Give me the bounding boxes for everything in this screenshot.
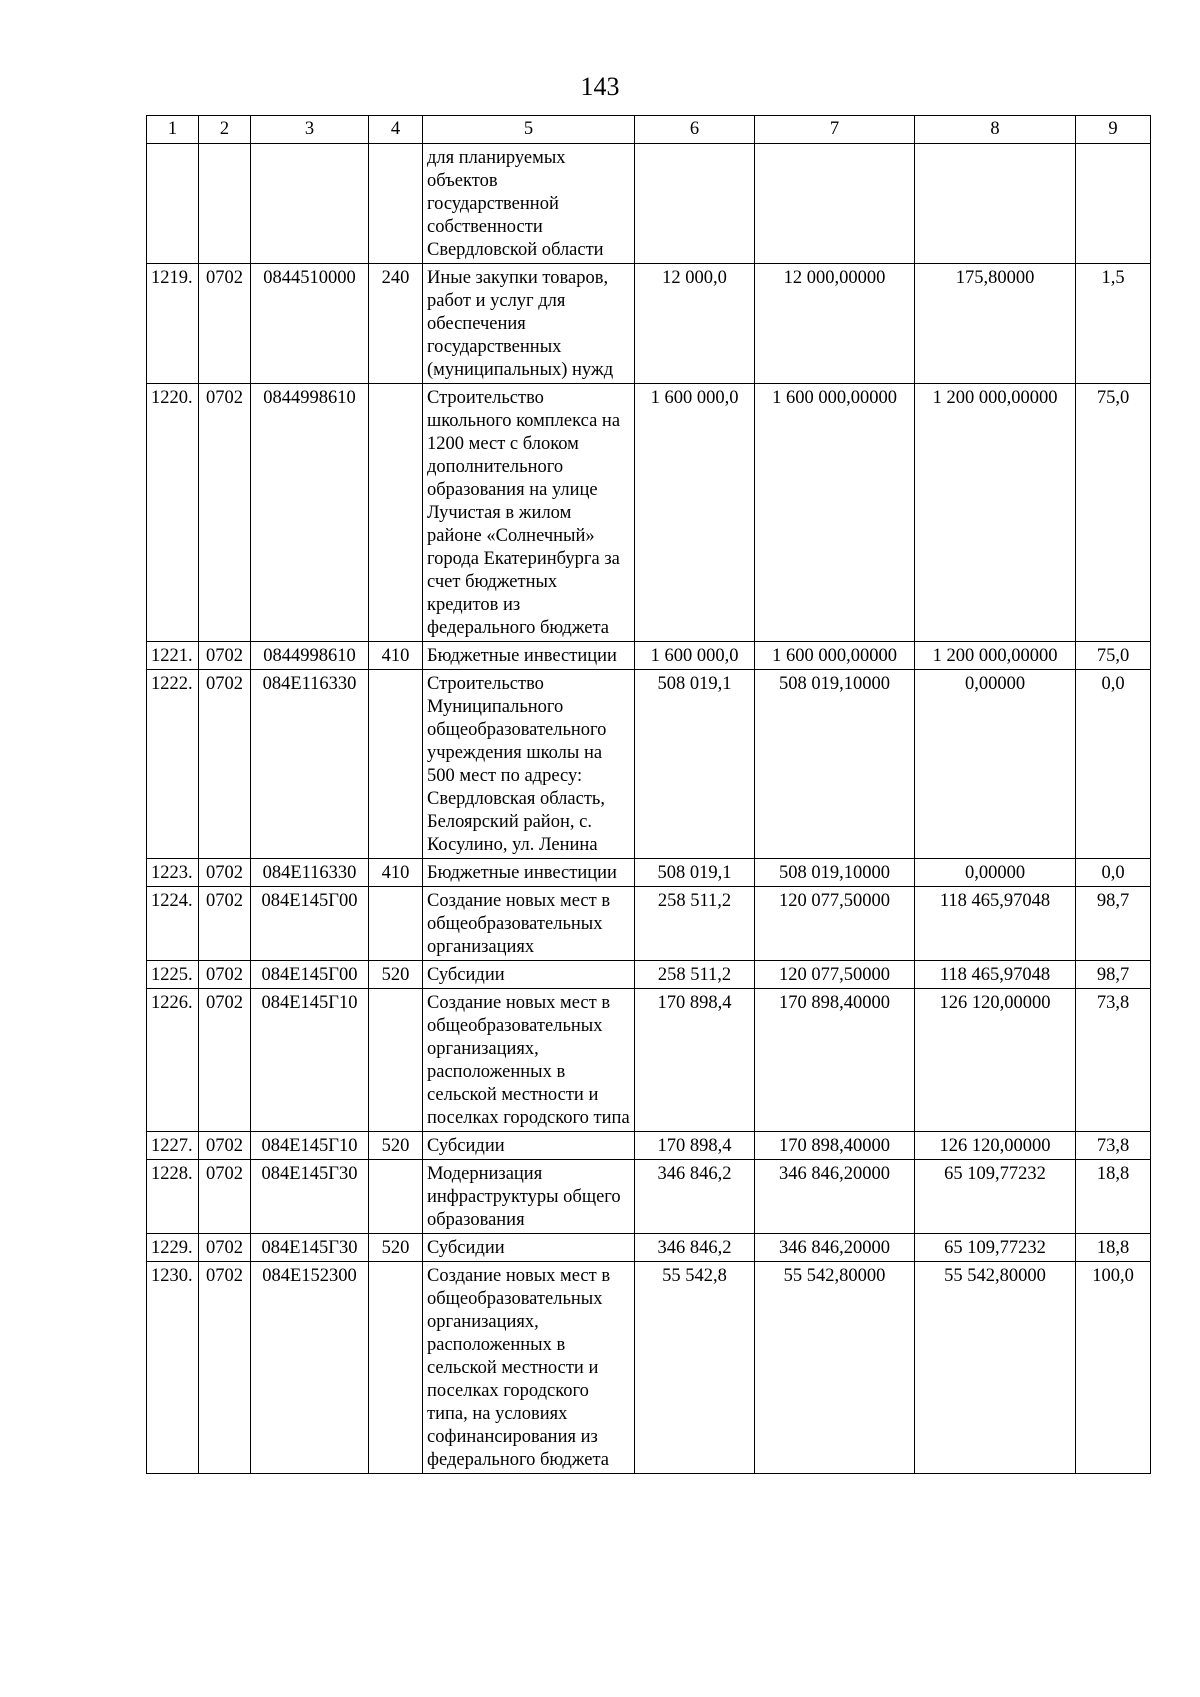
expense-type-code-cell: 520 (369, 1132, 423, 1160)
section-code-cell: 0702 (199, 859, 251, 887)
column-9-value-cell: 73,8 (1076, 1132, 1151, 1160)
column-7-value-cell: 170 898,40000 (755, 1132, 915, 1160)
section-code-cell: 0702 (199, 989, 251, 1132)
column-8-value-cell: 0,00000 (915, 859, 1076, 887)
column-6-value-cell: 258 511,2 (635, 961, 755, 989)
budget-table (146, 115, 1151, 1474)
item-name-cell: Субсидии (423, 1234, 635, 1262)
section-code-cell: 0702 (199, 961, 251, 989)
header-cell-6: 6 (635, 116, 755, 144)
header-cell-4: 4 (369, 116, 423, 144)
section-code-cell: 0702 (199, 1234, 251, 1262)
header-cell-7: 7 (755, 116, 915, 144)
table-row (147, 670, 1151, 859)
expense-type-code-cell: 240 (369, 264, 423, 384)
item-name-cell: Модернизация инфраструктуры общего образования (423, 1160, 635, 1234)
expense-type-code-cell (369, 1262, 423, 1474)
column-6-value-cell: 346 846,2 (635, 1160, 755, 1234)
row-number-cell: 1224. (147, 887, 199, 961)
column-9-value-cell: 100,0 (1076, 1262, 1151, 1474)
expense-type-code-cell: 410 (369, 642, 423, 670)
column-8-value-cell: 118 465,97048 (915, 887, 1076, 961)
expense-type-code-cell (369, 887, 423, 961)
column-6-value-cell: 55 542,8 (635, 1262, 755, 1474)
column-8-value-cell: 0,00000 (915, 670, 1076, 859)
row-number-cell: 1230. (147, 1262, 199, 1474)
column-8-value-cell: 118 465,97048 (915, 961, 1076, 989)
column-6-value-cell: 170 898,4 (635, 1132, 755, 1160)
header-cell-2: 2 (199, 116, 251, 144)
section-code-cell: 0702 (199, 887, 251, 961)
expense-type-code-cell (369, 670, 423, 859)
item-name-cell: Создание новых мест в общеобразовательных организациях (423, 887, 635, 961)
expense-type-code-cell (369, 144, 423, 264)
header-cell-1: 1 (147, 116, 199, 144)
column-6-value-cell: 1 600 000,0 (635, 642, 755, 670)
column-7-value-cell: 346 846,20000 (755, 1234, 915, 1262)
row-number-cell: 1220. (147, 384, 199, 642)
column-7-value-cell: 170 898,40000 (755, 989, 915, 1132)
header-cell-8: 8 (915, 116, 1076, 144)
expense-type-code-cell (369, 1160, 423, 1234)
column-6-value-cell (635, 144, 755, 264)
table-row (147, 887, 1151, 961)
target-item-code-cell: 0844998610 (251, 642, 369, 670)
row-number-cell (147, 144, 199, 264)
table-row (147, 1132, 1151, 1160)
item-name-cell: Создание новых мест в общеобразовательных организациях, расположенных в сельской местности и поселках городского типа, на условиях софинансирования из федерального бюджета (423, 1262, 635, 1474)
table-row (147, 961, 1151, 989)
column-6-value-cell: 508 019,1 (635, 859, 755, 887)
column-9-value-cell (1076, 144, 1151, 264)
item-name-cell: Бюджетные инвестиции (423, 642, 635, 670)
item-name-cell: Субсидии (423, 1132, 635, 1160)
column-8-value-cell: 1 200 000,00000 (915, 384, 1076, 642)
expense-type-code-cell (369, 384, 423, 642)
table-row (147, 264, 1151, 384)
column-6-value-cell: 170 898,4 (635, 989, 755, 1132)
table-row (147, 859, 1151, 887)
section-code-cell: 0702 (199, 384, 251, 642)
target-item-code-cell: 084E145Г10 (251, 1132, 369, 1160)
target-item-code-cell: 084E116330 (251, 859, 369, 887)
section-code-cell: 0702 (199, 1132, 251, 1160)
target-item-code-cell: 084E145Г30 (251, 1234, 369, 1262)
column-8-value-cell: 65 109,77232 (915, 1234, 1076, 1262)
section-code-cell: 0702 (199, 1262, 251, 1474)
column-8-value-cell: 65 109,77232 (915, 1160, 1076, 1234)
column-7-value-cell: 12 000,00000 (755, 264, 915, 384)
table-row (147, 642, 1151, 670)
column-8-value-cell: 1 200 000,00000 (915, 642, 1076, 670)
section-code-cell: 0702 (199, 264, 251, 384)
column-9-value-cell: 98,7 (1076, 887, 1151, 961)
row-number-cell: 1221. (147, 642, 199, 670)
table-header-row (147, 116, 1151, 144)
column-8-value-cell (915, 144, 1076, 264)
column-6-value-cell: 346 846,2 (635, 1234, 755, 1262)
row-number-cell: 1226. (147, 989, 199, 1132)
column-6-value-cell: 12 000,0 (635, 264, 755, 384)
column-7-value-cell: 120 077,50000 (755, 887, 915, 961)
column-8-value-cell: 175,80000 (915, 264, 1076, 384)
column-9-value-cell: 0,0 (1076, 670, 1151, 859)
column-7-value-cell: 508 019,10000 (755, 670, 915, 859)
target-item-code-cell: 084E145Г00 (251, 887, 369, 961)
header-cell-9: 9 (1076, 116, 1151, 144)
row-number-cell: 1225. (147, 961, 199, 989)
target-item-code-cell: 084E145Г10 (251, 989, 369, 1132)
target-item-code-cell: 0844510000 (251, 264, 369, 384)
column-9-value-cell: 73,8 (1076, 989, 1151, 1132)
section-code-cell: 0702 (199, 1160, 251, 1234)
item-name-cell: Бюджетные инвестиции (423, 859, 635, 887)
target-item-code-cell: 084E116330 (251, 670, 369, 859)
column-8-value-cell: 126 120,00000 (915, 1132, 1076, 1160)
item-name-cell: Субсидии (423, 961, 635, 989)
item-name-cell: Строительство Муниципального общеобразовательного учреждения школы на 500 мест по адресу: Свердловская область, Белоярский район, с. Косулино, ул. Ленина (423, 670, 635, 859)
column-6-value-cell: 1 600 000,0 (635, 384, 755, 642)
target-item-code-cell: 084E145Г30 (251, 1160, 369, 1234)
target-item-code-cell: 084E152300 (251, 1262, 369, 1474)
column-7-value-cell (755, 144, 915, 264)
row-number-cell: 1219. (147, 264, 199, 384)
item-name-cell: для планируемых объектов государственной собственности Свердловской области (423, 144, 635, 264)
table-row (147, 1160, 1151, 1234)
column-9-value-cell: 75,0 (1076, 384, 1151, 642)
column-7-value-cell: 1 600 000,00000 (755, 642, 915, 670)
column-6-value-cell: 508 019,1 (635, 670, 755, 859)
column-7-value-cell: 508 019,10000 (755, 859, 915, 887)
column-7-value-cell: 1 600 000,00000 (755, 384, 915, 642)
expense-type-code-cell: 520 (369, 961, 423, 989)
table-row (147, 1234, 1151, 1262)
section-code-cell (199, 144, 251, 264)
section-code-cell: 0702 (199, 642, 251, 670)
column-9-value-cell: 1,5 (1076, 264, 1151, 384)
row-number-cell: 1228. (147, 1160, 199, 1234)
target-item-code-cell (251, 144, 369, 264)
column-9-value-cell: 0,0 (1076, 859, 1151, 887)
row-number-cell: 1227. (147, 1132, 199, 1160)
column-8-value-cell: 55 542,80000 (915, 1262, 1076, 1474)
column-9-value-cell: 18,8 (1076, 1160, 1151, 1234)
column-6-value-cell: 258 511,2 (635, 887, 755, 961)
item-name-cell: Создание новых мест в общеобразовательных организациях, расположенных в сельской местности и поселках городского типа (423, 989, 635, 1132)
column-7-value-cell: 55 542,80000 (755, 1262, 915, 1474)
row-number-cell: 1222. (147, 670, 199, 859)
expense-type-code-cell: 410 (369, 859, 423, 887)
column-8-value-cell: 126 120,00000 (915, 989, 1076, 1132)
header-cell-5: 5 (423, 116, 635, 144)
row-number-cell: 1229. (147, 1234, 199, 1262)
target-item-code-cell: 0844998610 (251, 384, 369, 642)
expense-type-code-cell: 520 (369, 1234, 423, 1262)
column-7-value-cell: 120 077,50000 (755, 961, 915, 989)
item-name-cell: Иные закупки товаров, работ и услуг для обеспечения государственных (муниципальных) нужд (423, 264, 635, 384)
table-row (147, 384, 1151, 642)
page-number: 143 (580, 72, 620, 101)
table-row (147, 144, 1151, 264)
header-cell-3: 3 (251, 116, 369, 144)
item-name-cell: Строительство школьного комплекса на 1200 мест с блоком дополнительного образования на улице Лучистая в жилом районе «Солнечный» города Екатеринбурга за счет бюджетных кредитов из федерального бюджета (423, 384, 635, 642)
expense-type-code-cell (369, 989, 423, 1132)
section-code-cell: 0702 (199, 670, 251, 859)
column-7-value-cell: 346 846,20000 (755, 1160, 915, 1234)
table-row (147, 989, 1151, 1132)
column-9-value-cell: 75,0 (1076, 642, 1151, 670)
row-number-cell: 1223. (147, 859, 199, 887)
column-9-value-cell: 98,7 (1076, 961, 1151, 989)
table-row (147, 1262, 1151, 1474)
column-9-value-cell: 18,8 (1076, 1234, 1151, 1262)
target-item-code-cell: 084E145Г00 (251, 961, 369, 989)
